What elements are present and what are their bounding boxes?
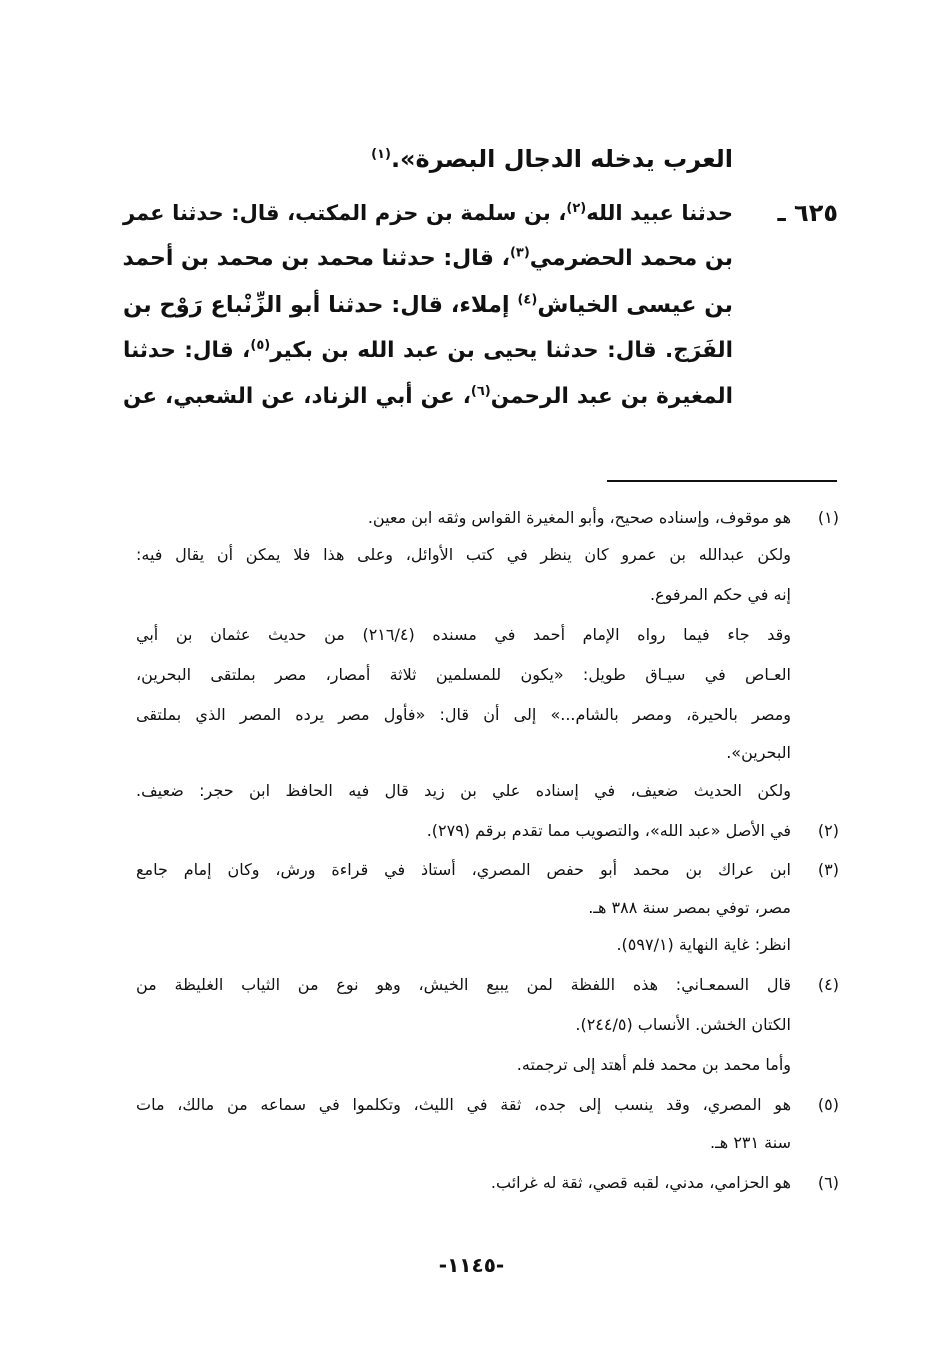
footnote-6-line-1: هو الحزامي، مدني، لقبه قصي، ثقة له غرائب. [490, 1173, 791, 1192]
footnote-1-line-8: ولكن الحديث ضعيف، في إسناده علي بن زيد قال فيه الحافظ ابن حجر: ضعيف. [136, 781, 791, 800]
main-line-3: بن محمد الحضرمي$^{(٣)}$، قال: حدثنا محمد بن محمد بن أحمد [122, 245, 733, 271]
main-line-4: بن عيسى الخياش$^{(٤)}$ إملاء، قال: حدثنا أبو الزِّنْباع رَوْح بن [123, 292, 733, 318]
hadith-number: ٦٢٥ ـ [777, 199, 838, 227]
footnote-divider [607, 480, 837, 482]
main-line-2: حدثنا عبيد الله$^{(٢)}$، بن سلمة بن حزم المكتب، قال: حدثنا عمر [123, 201, 733, 225]
footnote-marker-5: (٥) [817, 1095, 839, 1114]
main-line-1: العرب يدخله الدجال البصرة».$^{(١)}$ [371, 145, 733, 173]
footnote-4-line-3: وأما محمد بن محمد فلم أهتد إلى ترجمته. [516, 1055, 791, 1074]
footnote-ref-1[interactable]: (١) [371, 147, 391, 162]
footnote-1-line-6: ومصر بالحيرة، ومصر بالشام...» إلى أن قال: «فأول مصر يرده المصر الذي بملتقى [136, 705, 791, 724]
footnote-5-line-1: هو المصري، وقد ينسب إلى جده، ثقة في الليث، وتكلموا في سماعه من مالك، مات [136, 1095, 791, 1114]
main-line-5: الفَرَج. قال: حدثنا يحيى بن عبد الله بن بكير$^{(٥)}$، قال: حدثنا [123, 337, 733, 363]
footnote-3-line-1: ابن عراك بن محمد أبو حفص المصري، أستاذ في قراءة ورش، وكان إمام جامع [136, 860, 791, 879]
footnote-1-line-7: البحرين». [726, 743, 791, 762]
page-number: -١١٤٥- [438, 1253, 505, 1277]
footnote-3-line-3: انظر: غاية النهاية (٥٩٧/١). [616, 935, 791, 954]
footnote-1-line-2: ولكن عبدالله بن عمرو كان ينظر في كتب الأوائل، وعلى هذا فلا يمكن أن يقال فيه: [136, 545, 791, 564]
footnote-ref-5[interactable]: (٥) [250, 337, 271, 353]
footnote-marker-1: (١) [817, 508, 839, 527]
footnote-marker-3: (٣) [817, 860, 839, 879]
footnote-1-line-4: وقد جاء فيما رواه الإمام أحمد في مسنده (٢١٦/٤) من حديث عثمان بن أبي [136, 625, 792, 644]
footnote-marker-4: (٤) [817, 975, 839, 994]
footnote-1-line-3: إنه في حكم المرفوع. [649, 585, 791, 604]
footnote-3-line-2: مصر، توفي بمصر سنة ٣٨٨ هـ. [588, 898, 791, 917]
footnote-marker-6: (٦) [817, 1173, 839, 1192]
main-line-6: المغيرة بن عبد الرحمن$^{(٦)}$، عن أبي الزناد، عن الشعبي، عن [123, 383, 733, 409]
footnote-4-line-2: الكتان الخشن. الأنساب (٢٤٤/٥). [575, 1015, 791, 1034]
footnote-ref-2[interactable]: (٢) [566, 201, 587, 216]
footnote-marker-2: (٢) [817, 821, 839, 840]
footnote-ref-6[interactable]: (٦) [470, 383, 491, 399]
footnote-5-line-2: سنة ٢٣١ هـ. [710, 1133, 791, 1152]
footnote-ref-3[interactable]: (٣) [509, 245, 530, 261]
footnote-2-line-1: في الأصل «عبد الله»، والتصويب مما تقدم برقم (٢٧٩). [426, 821, 791, 840]
footnote-1-line-1: هو موقوف، وإسناده صحيح، وأبو المغيرة القواس وثقه ابن معين. [367, 508, 791, 527]
footnote-ref-4[interactable]: (٤) [517, 292, 538, 308]
footnote-4-line-1: قال السمعـاني: هذه اللفظة لمن يبيع الخيش، وهو نوع من الثياب الغليظة من [136, 975, 791, 994]
footnote-1-line-5: العـاص في سيـاق طويل: «يكون للمسلمين ثلاثة أمصار، مصر بملتقى البحرين، [136, 665, 791, 684]
